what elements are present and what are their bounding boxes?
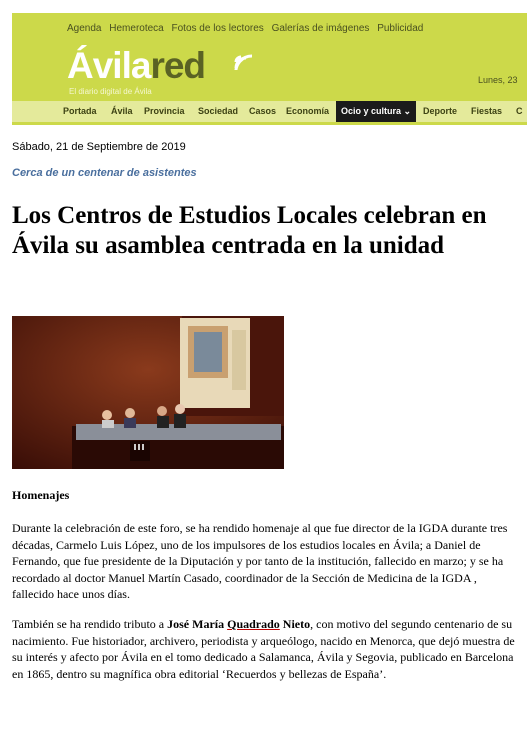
nav-economia[interactable]: Economía <box>286 106 330 116</box>
article-paragraph-2 <box>12 616 517 682</box>
nav-casos[interactable]: Casos <box>249 106 277 116</box>
signal-wave-icon <box>232 48 258 70</box>
top-nav <box>67 23 428 34</box>
p2-rest: , con motivo del segundo centenario de su nacimiento. Fue historiador, archivero, periodista y arqueólogo, nacido en Menorca, que dejó muestra de su interés y afecto por Ávila en el tomo dedicado a Salamanca, Ávila y Segovia, publicado en Barcelona en 1865, dentro su magnífica obra editorial ‘Recuerdos y bellezas de España’. <box>12 617 515 681</box>
nav-fiestas[interactable]: Fiestas <box>471 106 503 116</box>
nav-deporte[interactable]: Deporte <box>423 106 458 116</box>
p2-intro: También se ha rendido tributo a <box>12 617 168 631</box>
nav-more[interactable]: C <box>516 106 523 116</box>
p2-name-a: José María <box>167 617 228 631</box>
p2-name-b: Quadrado <box>227 617 280 631</box>
nav-ocio-cultura[interactable] <box>336 101 416 122</box>
logo-wordmark <box>67 46 205 86</box>
article-photo <box>12 316 284 469</box>
logo-part-red: red <box>150 45 206 86</box>
nav-provincia[interactable]: Provincia <box>144 106 185 116</box>
nav-portada[interactable]: Portada <box>63 106 97 116</box>
nav-sociedad[interactable]: Sociedad <box>198 106 239 116</box>
topnav-publicidad[interactable]: Publicidad <box>377 23 424 34</box>
logo-tagline: El diario digital de Ávila <box>69 87 152 96</box>
nav-avila[interactable]: Ávila <box>111 106 133 116</box>
topnav-galerias[interactable]: Galerías de imágenes <box>271 23 370 34</box>
conference-photo <box>12 316 284 469</box>
main-nav <box>12 101 527 122</box>
topnav-fotos[interactable]: Fotos de los lectores <box>171 23 264 34</box>
section-subhead: Homenajes <box>12 488 70 502</box>
logo-part-avila: Ávila <box>67 45 151 86</box>
p2-name-c: Nieto <box>279 617 311 631</box>
article-title: Los Centros de Estudios Locales celebran en Ávila su asamblea centrada en la unidad <box>12 202 487 259</box>
chevron-down-icon: ⌄ <box>401 106 412 116</box>
topnav-hemeroteca[interactable]: Hemeroteca <box>109 23 164 34</box>
p2-person-name <box>167 617 310 631</box>
article-date: Sábado, 21 de Septiembre de 2019 <box>12 141 186 153</box>
nav-ocio-cultura-label: Ocio y cultura <box>341 106 402 116</box>
article-kicker: Cerca de un centenar de asistentes <box>12 167 197 179</box>
site-logo[interactable] <box>67 46 205 86</box>
site-header <box>12 13 527 125</box>
header-date: Lunes, 23 <box>478 75 518 85</box>
article-paragraph-1: Durante la celebración de este foro, se ha rendido homenaje al que fue director de la IGDA durante tres décadas, Carmelo Luis López, uno de los impulsores de los estudios locales en Ávila; a Daniel de Fernando, que fue presidente de la Diputación y por tanto de la institución, fallecido en marzo; y se ha recordado al doctor Manuel Martín Casado, coordinador de la Sección de Medicina de la IGDA , fallecido hace unos días. <box>12 521 508 601</box>
topnav-agenda[interactable]: Agenda <box>67 23 102 34</box>
